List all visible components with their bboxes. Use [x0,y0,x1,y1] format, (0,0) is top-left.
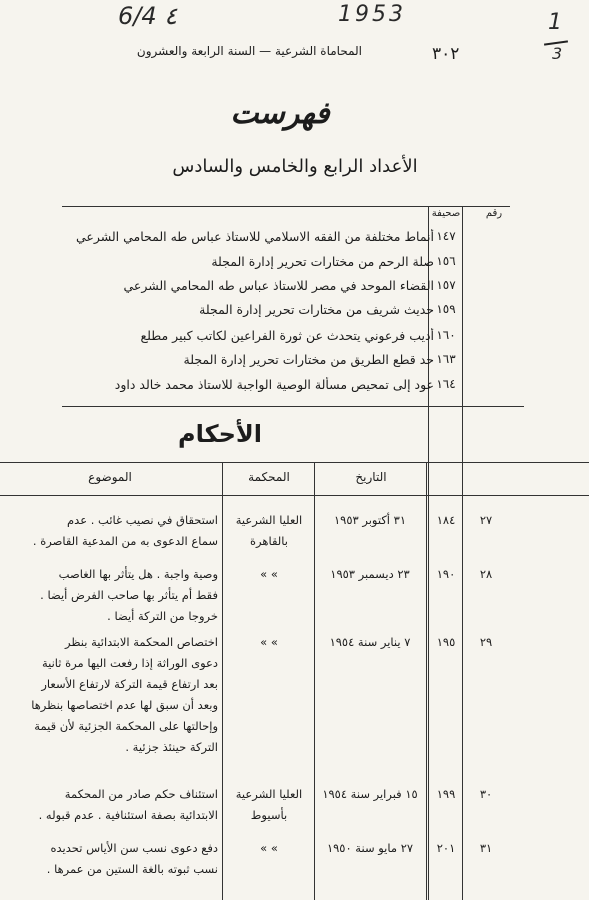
topic-line: وصية واجبة . هل يتأثر بها الغاصب [58,567,218,581]
ahkam-divider-topic-court [222,462,223,900]
topic-line: وإحالتها على المحكمة الجزئية لأن قيمة [34,719,218,733]
index-col-number: رقم [485,208,503,219]
ahkam-header-top-rule [0,462,589,463]
ahkam-row-date: ١٥ فبراير سنة ١٩٥٤ [322,787,418,801]
topic-line: الابتدائية بصفة استئنافية . عدم قبوله . [38,808,218,822]
ahkam-row-page: ٢٠١ [436,841,456,855]
ahkam-row-page: ١٨٤ [436,513,456,527]
ahkam-col-date: التاريخ [355,470,387,484]
ahkam-row-topic [6,510,218,552]
index-entry-text: صلة الرحم من مختارات تحرير إدارة المجلة [211,254,434,269]
page-subtitle: الأعداد الرابع والخامس والسادس [172,156,418,177]
index-entry [0,328,589,350]
index-entry-page: ١٤٧ [436,229,456,243]
ahkam-heading: الأحكام [178,420,262,448]
index-entry-text: أديب فرعوني يتحدث عن ثورة الفراعين لكاتب كبير مطلع [140,328,434,343]
index-col-page: صحيفة [431,208,461,219]
ahkam-divider-court-date [314,462,315,900]
running-title: المحاماة الشرعية — السنة الرابعة والعشرون [136,44,362,58]
ahkam-row-number: ٣١ [479,841,493,855]
topic-line: وبعد أن سبق لها عدم اختصاصها بنظرها [31,698,218,712]
court-line: بالقاهرة [250,534,288,548]
index-entry-page: ١٥٦ [436,254,456,268]
index-entry-text: حديث شريف من مختارات تحرير إدارة المجلة [199,302,434,317]
topic-line: سماع الدعوى به من المدعية القاصرة . [32,534,218,548]
index-entry-text: أنماط مختلفة من الفقه الاسلامي للاستاذ عباس طه المحامي الشرعي [75,229,434,244]
ahkam-row-page: ١٩٠ [436,567,456,581]
ahkam-row-page: ١٩٩ [436,787,456,801]
ahkam-row-number: ٢٧ [479,513,493,527]
handwritten-fraction-top: 1 [548,10,562,35]
topic-line: فقط أم يتأثر بها صاحب الفرض أيضا . [40,588,218,602]
index-entry-page: ١٥٧ [436,278,456,292]
court-line: العليا الشرعية [235,787,303,801]
handwritten-year: 1953 [338,2,406,27]
ahkam-row-court [226,510,312,552]
ahkam-row-topic [6,784,218,826]
ahkam-row-topic [6,564,218,627]
index-entry-page: ١٦٠ [436,328,456,342]
court-line: بأسيوط [250,808,288,822]
topic-line: اختصاص المحكمة الابتدائية بنظر [65,635,218,649]
index-entry-text: عود إلى تمحيص مسألة الوصية الواجبة للاستاذ محمد خالد داود [114,377,434,392]
ahkam-col-topic: الموضوع [88,470,132,484]
topic-line: دفع دعوى نسب سن الأياس تحديده [50,841,218,855]
court-line: العليا الشرعية [235,513,303,527]
index-entry [0,278,589,300]
ahkam-row-page: ١٩٥ [436,635,456,649]
ahkam-row-date: ٧ يناير سنة ١٩٥٤ [329,635,411,649]
index-entry-page: ١٥٩ [436,302,456,316]
ahkam-row-date: ٢٣ ديسمبر ١٩٥٣ [330,567,410,581]
index-entry [0,377,589,399]
ahkam-row-court [226,784,312,826]
index-top-rule [62,206,510,207]
index-entry-text: حد قطع الطريق من مختارات تحرير إدارة المجلة [183,352,434,367]
index-entry [0,302,589,324]
topic-line: خروجا من التركة أيضا . [107,609,218,623]
index-entry [0,254,589,276]
topic-line: استئناف حكم صادر من المحكمة [64,787,218,801]
handwritten-folio: 6/4 ٤ [118,2,178,30]
ahkam-header-bottom-rule [0,495,589,496]
topic-line: استحقاق في نصيب غائب . عدم [67,513,218,527]
ahkam-row-court: » » [260,635,278,649]
ahkam-row-court: » » [260,567,278,581]
index-bottom-rule [62,406,524,407]
page-number: ٣٠٢ [432,44,460,64]
ahkam-row-number: ٢٩ [479,635,493,649]
topic-line: التركة حينئذ جزئية . [125,740,218,754]
index-entry [0,352,589,374]
topic-line: نسب ثبوته بالغة الستين من عمرها . [46,862,218,876]
ahkam-row-date: ٢٧ مايو سنة ١٩٥٠ [326,841,414,855]
index-entry-page: ١٦٤ [436,377,456,391]
topic-line: دعوى الوراثة إذا رفعت اليها مرة ثانية [41,656,218,670]
index-entry-page: ١٦٣ [436,352,456,366]
index-entry-text: القضاء الموحد في مصر للاستاذ عباس طه المحامي الشرعي [123,278,434,293]
ahkam-row-number: ٣٠ [479,787,493,801]
handwritten-fraction-bottom: 3 [552,44,563,63]
ahkam-row-date: ٣١ أكتوبر ١٩٥٣ [333,513,407,527]
ahkam-col-court: المحكمة [248,470,290,484]
ahkam-row-topic [6,838,218,880]
ahkam-row-number: ٢٨ [479,567,493,581]
index-entry [0,229,589,251]
page-title: فهرست [230,96,330,131]
ahkam-row-topic [6,632,218,758]
ahkam-divider-date-page [426,462,427,900]
ahkam-row-court: » » [260,841,278,855]
topic-line: بعد ارتفاع قيمة التركة لارتفاع الأسعار [41,677,218,691]
